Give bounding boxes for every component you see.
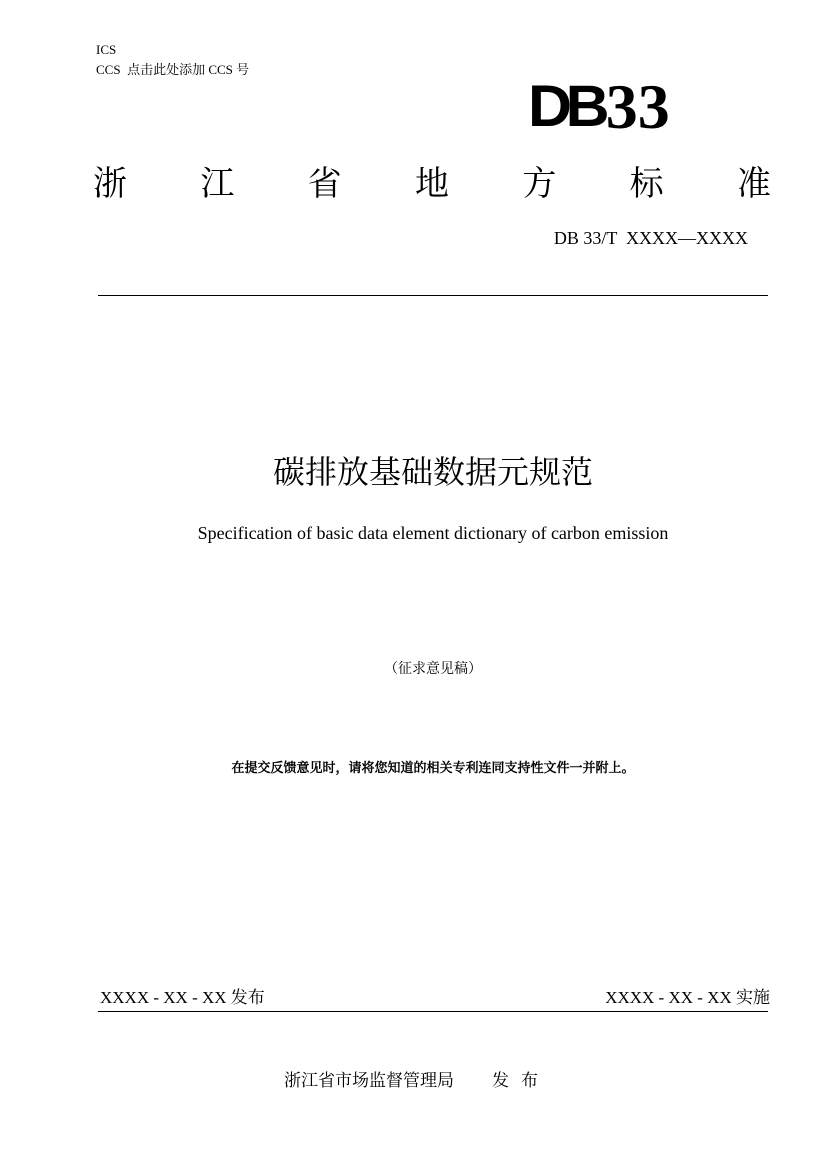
document-title-cn: 碳排放基础数据元规范 <box>272 453 593 491</box>
logo-letters: DB <box>528 74 604 139</box>
title-char: 浙 <box>93 163 127 204</box>
issue-date <box>100 986 265 1010</box>
document-title-en: Specification of basic data element dictionary of carbon emission <box>197 523 669 543</box>
logo-number: 33 <box>605 71 670 142</box>
title-char: 地 <box>414 163 449 204</box>
publisher-name: 浙江省市场监督管理局 <box>284 1071 454 1091</box>
issue-date-value: XXXX - XX - XX <box>100 988 231 1007</box>
title-char: 标 <box>629 163 664 204</box>
publish-action: 发布 <box>492 1071 550 1091</box>
footer-divider <box>98 1011 768 1012</box>
standard-number: DB 33/T XXXX—XXXX <box>553 228 748 248</box>
implementation-label: 实施 <box>736 988 770 1008</box>
title-char: 准 <box>736 163 771 204</box>
db33-logo <box>528 70 718 142</box>
implementation-date <box>605 986 770 1010</box>
patent-notice: 在提交反馈意见时，请将您知道的相关专利连同支持性文件一并附上。 <box>231 761 635 776</box>
title-char: 江 <box>200 163 235 204</box>
issue-label: 发布 <box>230 988 265 1008</box>
ics-label: ICS <box>96 42 117 57</box>
draft-label: （征求意见稿） <box>384 661 482 677</box>
standard-type-title <box>92 158 772 202</box>
header-divider <box>98 295 768 296</box>
ccs-label[interactable]: CCS 点击此处添加 CCS 号 <box>96 62 250 77</box>
title-char: 方 <box>522 163 557 204</box>
title-char: 省 <box>307 163 342 204</box>
implementation-date-value: XXXX - XX - XX <box>605 988 736 1007</box>
publisher-line <box>284 1068 550 1094</box>
